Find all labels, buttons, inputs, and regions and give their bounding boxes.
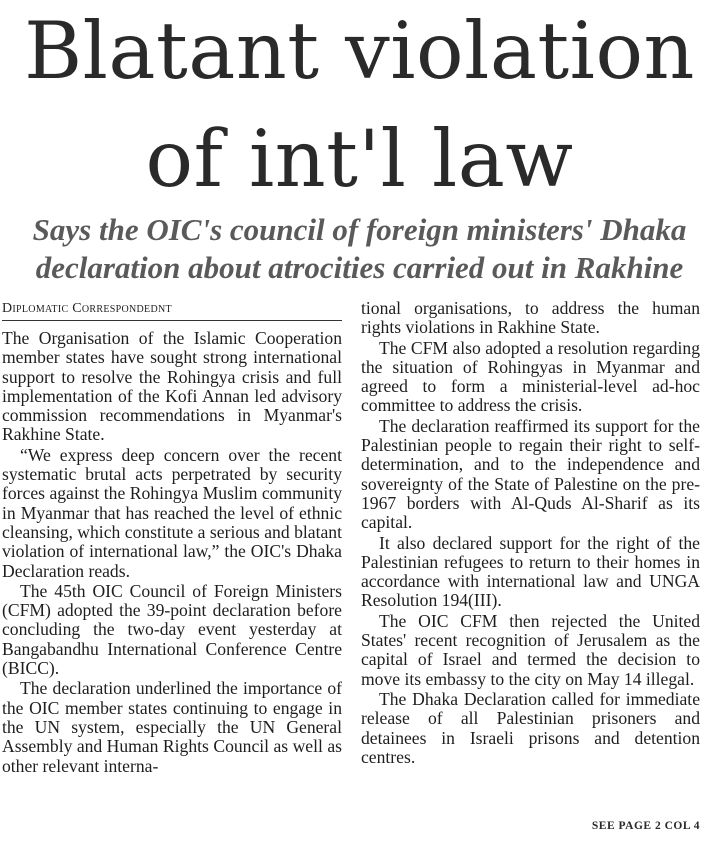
deck-line-1: Says the OIC's council of foreign ministers' Dhaka: [32, 212, 687, 247]
paragraph: The Dhaka Declaration called for immediate release of all Palestinian prisoners and detainees in Israeli prisons and detention centres.: [361, 688, 700, 767]
paragraph: The Organisation of the Islamic Cooperation member states have sought strong international support to resolve the Rohingya crisis and full implementation of the Kofi Annan led advisory commission recommendations in Myanmar's Rakhine State.: [2, 328, 342, 445]
paragraph: The declaration underlined the importance of the OIC member states continuing to engage in the UN system, especially the UN General Assembly and Human Rights Council as well as other relevant interna-: [2, 678, 342, 776]
byline: Diplomatic Correspondednt: [2, 299, 342, 321]
paragraph: The CFM also adopted a resolution regarding the situation of Rohingyas in Myanmar and agreed to form a ministerial-level ad-hoc committee to address the crisis.: [361, 337, 700, 416]
paragraph: The 45th OIC Council of Foreign Ministers (CFM) adopted the 39-point declaration before concluding the two-day event yesterday at Bangabandhu International Conference Centre (BICC).: [2, 580, 342, 679]
paragraph: The declaration reaffirmed its support for the Palestinian people to regain their right to self-determination, and to the independence and sovereignty of the State of Palestine on the pre-1967 borders with Al-Quds Al-Sharif as its capital.: [361, 415, 700, 533]
headline-line-1: Blatant violation: [24, 5, 695, 97]
article-column-1: [2, 299, 342, 777]
article-column-2: [361, 299, 700, 768]
continuation-jump-line: SEE PAGE 2 COL 4: [591, 820, 700, 832]
paragraph: It also declared support for the right of the Palestinian refugees to return to their homes in accordance with international law and UNGA Resolution 194(III).: [361, 532, 700, 611]
paragraph: The OIC CFM then rejected the United States' recent recognition of Jerusalem as the capital of Israel and termed the decision to move its embassy to the city on May 14 illegal.: [361, 610, 700, 689]
deck-line-2: declaration about atrocities carried out in Rakhine: [35, 250, 684, 285]
paragraph: “We express deep concern over the recent systematic brutal acts perpetrated by security forces against the Rohingya Muslim community in Myanmar that has reached the level of ethnic cleansing, which constitute a serious and blatant violation of international law,” the OIC's Dhaka Declaration reads.: [2, 444, 342, 581]
paragraph: tional organisations, to address the human rights violations in Rakhine State.: [361, 298, 700, 338]
headline-line-2: of int'l law: [145, 113, 574, 205]
